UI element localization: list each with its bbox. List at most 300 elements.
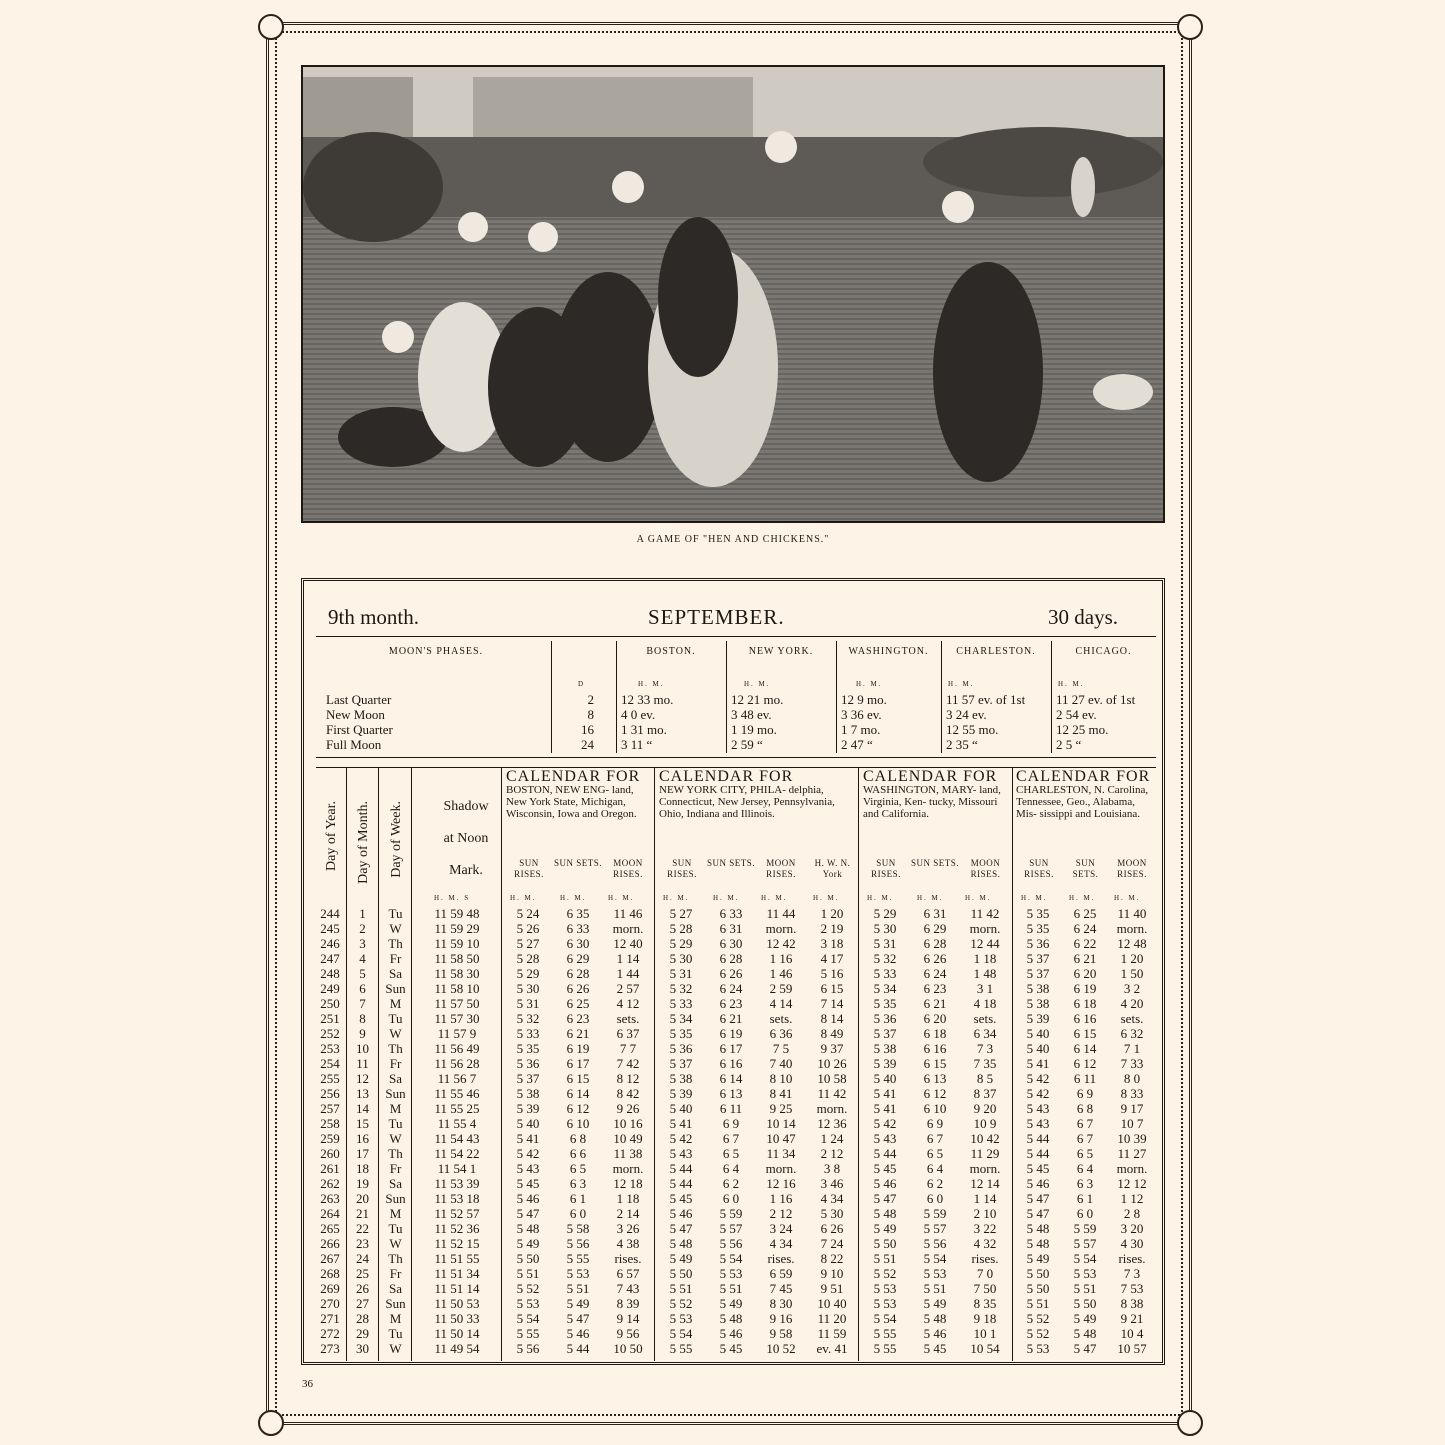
table-cell: 5 54 (719, 1251, 743, 1266)
table-cell: 5 32 (873, 951, 897, 966)
table-cell: 5 54 (873, 1311, 897, 1326)
table-cell: 5 30 (516, 981, 540, 996)
table-cell: 6 15 (1073, 1026, 1097, 1041)
table-cell: 5 55 (873, 1341, 897, 1356)
table-cell: 6 10 (923, 1101, 947, 1116)
table-row (316, 1221, 1156, 1236)
table-cell: 6 14 (1073, 1041, 1097, 1056)
table-cell: 5 49 (873, 1221, 897, 1236)
hm-label: H. M. (638, 680, 665, 688)
table-row (316, 1281, 1156, 1296)
table-cell: 5 49 (1026, 1251, 1050, 1266)
table-cell: M (389, 1101, 402, 1116)
phase-time: 12 21 mo. (731, 692, 784, 707)
table-row (316, 1056, 1156, 1071)
table-cell: 9 56 (616, 1326, 640, 1341)
table-cell: 5 54 (1073, 1251, 1097, 1266)
table-cell: 6 28 (719, 951, 743, 966)
hm-label: H. M. (1021, 894, 1048, 902)
table-cell: 5 44 (1026, 1146, 1050, 1161)
table-cell: 5 52 (1026, 1311, 1050, 1326)
table-cell: 5 50 (1073, 1296, 1097, 1311)
table-cell: 5 59 (1073, 1221, 1097, 1236)
table-cell: 9 58 (769, 1326, 793, 1341)
table-cell: 6 28 (923, 936, 947, 951)
table-cell: 250 (320, 996, 340, 1011)
table-cell: 9 17 (1120, 1101, 1144, 1116)
table-cell: 5 32 (669, 981, 693, 996)
table-cell: Fr (389, 1056, 402, 1071)
table-cell: 12 44 (970, 936, 1000, 951)
table-cell: 5 37 (669, 1056, 693, 1071)
table-cell: 5 56 (923, 1236, 947, 1251)
table-cell: 6 37 (616, 1026, 640, 1041)
table-cell: 5 30 (873, 921, 897, 936)
phase-time: 1 7 mo. (841, 722, 881, 737)
table-cell: 3 22 (973, 1221, 997, 1236)
table-cell: 5 46 (669, 1206, 693, 1221)
hm-label: H. M. (1069, 894, 1096, 902)
table-cell: 5 48 (873, 1206, 897, 1221)
table-cell: 251 (320, 1011, 340, 1026)
hm-label: H. M. (560, 894, 587, 902)
table-cell: 6 19 (566, 1041, 590, 1056)
table-cell: 6 57 (616, 1266, 640, 1281)
table-cell: 6 9 (722, 1116, 740, 1131)
day-of-year-header: Day of Year. (324, 801, 339, 871)
table-cell: 4 20 (1120, 996, 1144, 1011)
table-cell: 3 18 (820, 936, 844, 951)
table-cell: rises. (971, 1251, 999, 1266)
phase-time: 1 31 mo. (621, 722, 667, 737)
table-cell: 6 5 (926, 1146, 944, 1161)
city-header: CHICAGO. (1075, 646, 1132, 657)
table-cell: 6 30 (566, 936, 590, 951)
table-cell: 5 52 (516, 1281, 540, 1296)
table-cell: morn. (765, 921, 797, 936)
table-cell: 5 48 (669, 1236, 693, 1251)
table-cell: 11 49 54 (434, 1341, 480, 1356)
table-cell: 5 41 (516, 1131, 540, 1146)
table-cell: 5 41 (1026, 1056, 1050, 1071)
table-cell: 252 (320, 1026, 340, 1041)
table-cell: Sa (389, 1281, 402, 1296)
table-cell: 5 55 (669, 1341, 693, 1356)
table-cell: 5 47 (566, 1311, 590, 1326)
table-cell: 11 34 (766, 1146, 796, 1161)
table-cell: 6 0 (722, 1191, 740, 1206)
table-cell: Th (388, 1251, 403, 1266)
phase-time: 4 0 ev. (621, 707, 656, 722)
table-cell: 7 5 (772, 1041, 790, 1056)
table-cell: sets. (1120, 1011, 1144, 1026)
table-cell: 5 41 (873, 1101, 897, 1116)
table-cell: 261 (320, 1161, 340, 1176)
table-cell: 1 48 (973, 966, 997, 981)
table-cell: 5 53 (873, 1296, 897, 1311)
table-cell: 6 0 (569, 1206, 587, 1221)
table-cell: 11 29 (970, 1146, 1000, 1161)
column-subheader: MOON RISES. (970, 858, 1001, 879)
table-cell: Tu (388, 1221, 403, 1236)
table-cell: 5 54 (923, 1251, 947, 1266)
table-cell: 9 10 (820, 1266, 844, 1281)
table-cell: M (389, 1311, 402, 1326)
table-cell: 11 52 57 (434, 1206, 480, 1221)
phase-time: 12 9 mo. (841, 692, 887, 707)
table-cell: 11 52 36 (434, 1221, 480, 1236)
table-cell: 5 45 (923, 1341, 947, 1356)
table-cell: 11 59 10 (434, 936, 480, 951)
table-cell: 6 7 (722, 1131, 740, 1146)
table-cell: 6 3 (569, 1176, 587, 1191)
table-cell: 6 4 (926, 1161, 944, 1176)
table-cell: 11 58 10 (434, 981, 480, 996)
hm-label: H. M. (1114, 894, 1141, 902)
table-cell: 6 13 (923, 1071, 947, 1086)
table-cell: 5 34 (669, 1011, 693, 1026)
table-cell: 6 16 (1073, 1011, 1097, 1026)
table-cell: 21 (356, 1206, 369, 1221)
table-cell: 5 59 (719, 1206, 743, 1221)
hm-label: H. M. (948, 680, 975, 688)
table-cell: 5 50 (1026, 1266, 1050, 1281)
table-cell: 5 55 (873, 1326, 897, 1341)
table-cell: 8 22 (820, 1251, 844, 1266)
table-cell: 5 24 (516, 906, 540, 921)
table-cell: 5 37 (873, 1026, 897, 1041)
table-cell: 6 (359, 981, 366, 996)
table-cell: 5 37 (1026, 966, 1050, 981)
table-cell: W (389, 1341, 402, 1356)
days-count: 30 days. (1048, 605, 1118, 629)
table-cell: 4 34 (820, 1191, 844, 1206)
table-cell: 8 5 (976, 1071, 994, 1086)
engraving-illustration (301, 65, 1165, 523)
table-cell: 24 (356, 1251, 369, 1266)
hm-label: H. M. (965, 894, 992, 902)
table-cell: 5 43 (669, 1146, 693, 1161)
table-row (316, 1161, 1156, 1176)
table-cell: 11 58 50 (434, 951, 480, 966)
table-cell: 11 27 (1117, 1146, 1147, 1161)
city-header: NEW YORK. (748, 646, 814, 657)
table-cell: 5 35 (873, 996, 897, 1011)
table-cell: 5 50 (873, 1236, 897, 1251)
table-cell: 6 12 (923, 1086, 947, 1101)
table-cell: 11 42 (817, 1086, 847, 1101)
table-cell: 6 29 (923, 921, 947, 936)
border-corner-ornament (1177, 14, 1203, 40)
column-subheader: SUN RISES. (667, 858, 697, 879)
table-cell: 8 14 (820, 1011, 844, 1026)
table-cell: 10 1 (973, 1326, 997, 1341)
table-cell: 5 53 (566, 1266, 590, 1281)
table-cell: 9 26 (616, 1101, 640, 1116)
table-cell: 12 36 (817, 1116, 847, 1131)
table-cell: 12 42 (766, 936, 796, 951)
day-of-month-header: Day of Month. (356, 801, 371, 884)
table-cell: 5 36 (516, 1056, 540, 1071)
table-cell: 10 42 (970, 1131, 1000, 1146)
hm-label: H. M. (761, 894, 788, 902)
table-row (316, 951, 1156, 966)
table-cell: 1 24 (820, 1131, 844, 1146)
table-cell: 10 50 (613, 1341, 643, 1356)
table-cell: 11 55 46 (434, 1086, 480, 1101)
phase-time: 12 25 mo. (1056, 722, 1109, 737)
table-cell: 20 (356, 1191, 369, 1206)
table-cell: 255 (320, 1071, 340, 1086)
table-cell: 5 43 (1026, 1116, 1050, 1131)
table-cell: Sun (385, 1086, 406, 1101)
table-cell: 5 43 (873, 1131, 897, 1146)
table-cell: 6 6 (569, 1146, 587, 1161)
table-cell: Th (388, 1041, 403, 1056)
table-cell: 5 35 (669, 1026, 693, 1041)
table-row (316, 1116, 1156, 1131)
table-cell: 5 48 (1026, 1221, 1050, 1236)
hm-label: H. M. (856, 680, 883, 688)
table-cell: 12 40 (613, 936, 643, 951)
table-cell: 25 (356, 1266, 369, 1281)
hm-label: H. M. (1058, 680, 1085, 688)
table-cell: 7 3 (1123, 1266, 1141, 1281)
table-cell: 2 19 (820, 921, 844, 936)
table-cell: 6 9 (1076, 1086, 1094, 1101)
table-cell: 12 (356, 1071, 369, 1086)
hm-label: H. M. (867, 894, 894, 902)
table-cell: 1 12 (1120, 1191, 1144, 1206)
hm-label: H. M. (813, 894, 840, 902)
table-cell: 8 35 (973, 1296, 997, 1311)
table-cell: 12 16 (766, 1176, 796, 1191)
table-row (316, 906, 1156, 921)
table-cell: 6 20 (1073, 966, 1097, 981)
table-cell: 11 57 50 (434, 996, 480, 1011)
phase-time: 11 27 ev. of 1st (1056, 692, 1136, 707)
table-cell: 6 3 (1076, 1176, 1094, 1191)
phase-name: First Quarter (326, 722, 393, 737)
table-cell: Sa (389, 1176, 402, 1191)
table-cell: 6 23 (923, 981, 947, 996)
phase-time: 3 36 ev. (841, 707, 882, 722)
table-cell: 5 40 (873, 1071, 897, 1086)
table-cell: 249 (320, 981, 340, 996)
table-cell: 8 39 (616, 1296, 640, 1311)
table-cell: 5 48 (1026, 1236, 1050, 1251)
table-cell: Th (388, 1146, 403, 1161)
table-cell: 7 0 (976, 1266, 994, 1281)
table-cell: 4 34 (769, 1236, 793, 1251)
table-row (316, 1341, 1156, 1356)
table-cell: Fr (389, 1161, 402, 1176)
table-cell: 11 46 (613, 906, 643, 921)
table-cell: Tu (388, 1011, 403, 1026)
table-cell: 9 37 (820, 1041, 844, 1056)
table-cell: 12 12 (1117, 1176, 1147, 1191)
illustration-caption: A GAME OF "HEN AND CHICKENS." (636, 534, 830, 545)
table-cell: 247 (320, 951, 340, 966)
table-cell: 6 14 (719, 1071, 743, 1086)
phase-day: 24 (581, 737, 594, 752)
table-cell: 259 (320, 1131, 340, 1146)
table-cell: 5 49 (719, 1296, 743, 1311)
hm-label: H. M. (608, 894, 635, 902)
table-cell: 9 18 (973, 1311, 997, 1326)
table-cell: 5 38 (516, 1086, 540, 1101)
table-cell: 1 16 (769, 1191, 793, 1206)
table-cell: 6 26 (719, 966, 743, 981)
table-cell: 5 38 (1026, 996, 1050, 1011)
table-cell: rises. (767, 1251, 795, 1266)
table-cell: 2 12 (820, 1146, 844, 1161)
table-cell: 10 52 (766, 1341, 796, 1356)
phase-time: 11 57 ev. of 1st (946, 692, 1026, 707)
table-cell: 5 56 (566, 1236, 590, 1251)
phase-day: 8 (587, 707, 594, 722)
table-cell: 1 20 (1120, 951, 1144, 966)
phase-time: 3 24 ev. (946, 707, 987, 722)
table-cell: 5 47 (1026, 1191, 1050, 1206)
table-cell: 4 17 (820, 951, 844, 966)
table-row (316, 1071, 1156, 1086)
table-cell: 5 53 (1026, 1341, 1050, 1356)
table-cell: 5 46 (566, 1326, 590, 1341)
table-cell: 11 50 53 (434, 1296, 480, 1311)
phase-time: 2 59 “ (731, 737, 763, 752)
table-cell: 6 7 (1076, 1116, 1094, 1131)
table-cell: 7 3 (976, 1041, 994, 1056)
table-cell: 5 55 (516, 1326, 540, 1341)
table-cell: 254 (320, 1056, 340, 1071)
table-cell: 8 49 (820, 1026, 844, 1041)
table-cell: 4 18 (973, 996, 997, 1011)
phase-day: 2 (587, 692, 594, 707)
table-cell: 5 38 (1026, 981, 1050, 996)
table-cell: Sa (389, 1071, 402, 1086)
table-cell: 11 56 7 (437, 1071, 477, 1086)
table-row (316, 1101, 1156, 1116)
table-cell: Fr (389, 951, 402, 966)
table-cell: 7 24 (820, 1236, 844, 1251)
phase-time: 1 19 mo. (731, 722, 777, 737)
day-of-week-header: Day of Week. (389, 801, 404, 878)
table-cell: 5 53 (1073, 1266, 1097, 1281)
table-cell: 8 33 (1120, 1086, 1144, 1101)
table-cell: 6 21 (1073, 951, 1097, 966)
table-cell: 5 47 (873, 1191, 897, 1206)
table-cell: 9 51 (820, 1281, 844, 1296)
table-cell: 10 (356, 1041, 369, 1056)
table-cell: 5 44 (566, 1341, 590, 1356)
table-cell: 5 58 (566, 1221, 590, 1236)
table-cell: 5 46 (516, 1191, 540, 1206)
table-cell: 5 44 (669, 1161, 693, 1176)
phase-time: 2 54 ev. (1056, 707, 1097, 722)
table-cell: 5 49 (923, 1296, 947, 1311)
table-cell: 4 14 (769, 996, 793, 1011)
table-cell: 12 14 (970, 1176, 1000, 1191)
table-cell: W (389, 1236, 402, 1251)
table-cell: 8 10 (769, 1071, 793, 1086)
table-cell: 19 (356, 1176, 369, 1191)
table-cell: 7 (359, 996, 366, 1011)
table-cell: 6 32 (1120, 1026, 1144, 1041)
table-cell: 5 39 (669, 1086, 693, 1101)
table-cell: 6 1 (569, 1191, 587, 1206)
table-cell: 267 (320, 1251, 340, 1266)
table-cell: 5 52 (669, 1296, 693, 1311)
table-cell: 5 51 (873, 1251, 897, 1266)
table-cell: 5 43 (1026, 1101, 1050, 1116)
table-cell: 5 51 (1073, 1281, 1097, 1296)
table-cell: 6 28 (566, 966, 590, 981)
table-cell: 244 (320, 906, 340, 921)
table-cell: 6 7 (1076, 1131, 1094, 1146)
table-cell: 5 45 (669, 1191, 693, 1206)
table-cell: 10 54 (970, 1341, 1000, 1356)
hms-label: H. M. S (434, 894, 471, 902)
table-cell: 5 49 (1073, 1311, 1097, 1326)
table-cell: 256 (320, 1086, 340, 1101)
table-cell: 6 59 (769, 1266, 793, 1281)
table-cell: 5 45 (719, 1341, 743, 1356)
table-cell: 18 (356, 1161, 369, 1176)
table-cell: 11 51 14 (434, 1281, 480, 1296)
table-cell: 5 54 (669, 1326, 693, 1341)
table-row (316, 1191, 1156, 1206)
table-cell: sets. (973, 1011, 997, 1026)
phase-day: 16 (581, 722, 594, 737)
table-row (316, 1011, 1156, 1026)
table-cell: 6 24 (923, 966, 947, 981)
table-cell: 5 46 (719, 1326, 743, 1341)
table-cell: 5 29 (516, 966, 540, 981)
table-cell: 10 7 (1120, 1116, 1144, 1131)
table-cell: 5 54 (516, 1311, 540, 1326)
table-cell: 11 58 30 (434, 966, 480, 981)
table-cell: 5 39 (516, 1101, 540, 1116)
table-cell: 5 48 (719, 1311, 743, 1326)
table-cell: 5 34 (873, 981, 897, 996)
hm-label: H. M. (663, 894, 690, 902)
phase-time: 12 55 mo. (946, 722, 999, 737)
table-cell: Sun (385, 981, 406, 996)
table-cell: 11 54 43 (434, 1131, 480, 1146)
table-cell: 6 13 (719, 1086, 743, 1101)
table-cell: 5 42 (873, 1116, 897, 1131)
border-corner-ornament (258, 1410, 284, 1436)
table-cell: 5 45 (516, 1176, 540, 1191)
table-cell: 5 55 (566, 1251, 590, 1266)
table-row (316, 981, 1156, 996)
table-cell: 5 52 (873, 1266, 897, 1281)
table-cell: 11 50 14 (434, 1326, 480, 1341)
table-cell: 5 31 (873, 936, 897, 951)
table-cell: 5 27 (516, 936, 540, 951)
table-cell: 6 12 (1073, 1056, 1097, 1071)
table-cell: 28 (356, 1311, 369, 1326)
table-cell: 5 38 (669, 1071, 693, 1086)
table-cell: 5 28 (516, 951, 540, 966)
table-cell: 5 46 (923, 1326, 947, 1341)
table-cell: 5 35 (516, 1041, 540, 1056)
table-cell: 10 40 (817, 1296, 847, 1311)
shadow-noon-mark-header: Shadow at Noon Mark. (443, 799, 489, 878)
table-cell: 11 38 (613, 1146, 643, 1161)
table-cell: 5 33 (669, 996, 693, 1011)
